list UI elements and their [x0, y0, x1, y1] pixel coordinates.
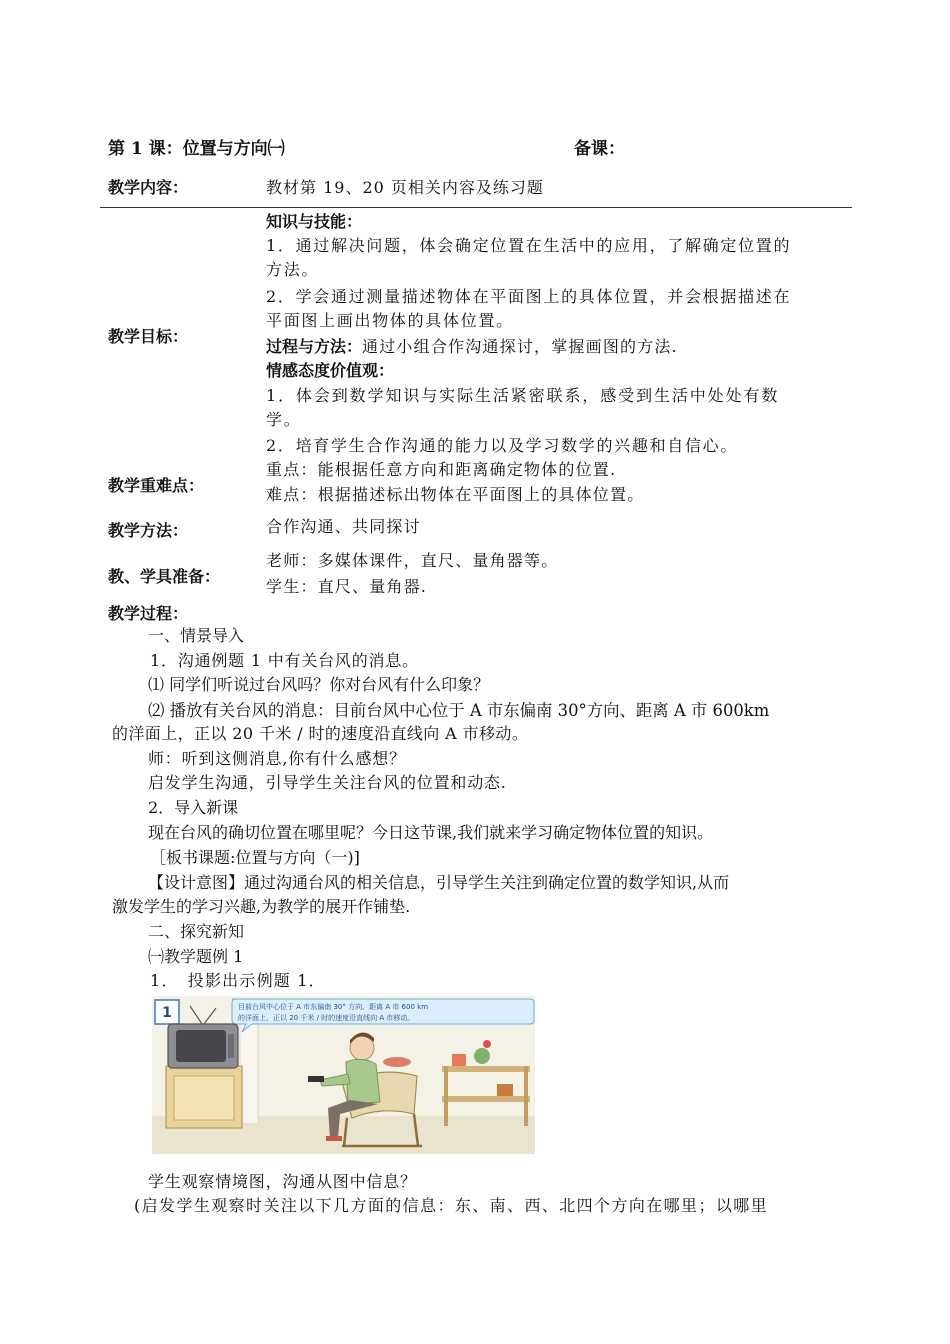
question-2-line1: ⑵ 播放有关台风的消息：目前台风中心位于 A 市东偏南 30°方向、距离 A 市 600km — [148, 701, 770, 720]
content-value: 教材第 19、20 页相关内容及练习题 — [266, 178, 544, 197]
section-2-heading: 二、探究新知 — [148, 922, 245, 941]
k1-line2: 方法。 — [266, 260, 320, 279]
k2-line1: 2．学会通过测量描述物体在平面图上的具体位置，并会根据描述在 — [266, 287, 792, 306]
emotion-heading: 情感态度价值观： — [266, 361, 395, 380]
section-1-heading: 一、情景导入 — [148, 626, 245, 645]
lesson-title: 第 1 课：位置与方向㈠ — [108, 139, 285, 159]
teacher-question: 师：听到这侧消息,你有什么感想？ — [148, 749, 406, 768]
tools-student: 学生：直尺、量角器. — [266, 577, 428, 596]
example-1-heading: ㈠教学题例 1 — [148, 947, 244, 966]
e1-line1: 1．体会到数学知识与实际生活紧密联系，感受到生活中处处有数 — [266, 386, 780, 405]
example-illustration — [152, 996, 535, 1154]
board-title: ［板书课题:位置与方向（一)] — [150, 848, 360, 867]
e1-line2: 学。 — [266, 410, 302, 429]
process-method-line — [266, 335, 678, 359]
keypoints-label: 教学重难点： — [108, 476, 205, 495]
focus-text: 重点：能根据任意方向和距离确定物体的位置. — [266, 460, 617, 479]
section-1-item-1: 1．沟通例题 1 中有关台风的消息。 — [150, 651, 419, 670]
illustration-number: 1 — [162, 1005, 172, 1021]
method-value: 合作沟通、共同探讨 — [266, 517, 421, 536]
process-label: 教学过程： — [108, 604, 189, 623]
projection-text: 1． 投影出示例题 1． — [150, 971, 326, 990]
design-line1: 【设计意图】通过沟通台风的相关信息，引导学生关注到确定位置的数学知识,从而 — [148, 873, 730, 892]
design-line2: 激发学生的学习兴趣,为教学的展开作铺垫. — [112, 897, 411, 916]
prep-label: 备课： — [574, 139, 625, 159]
tools-teacher: 老师：多媒体课件，直尺、量角器等。 — [266, 551, 559, 570]
knowledge-heading: 知识与技能： — [266, 212, 363, 231]
observe-text: 学生观察情境图，沟通从图中信息？ — [148, 1172, 417, 1191]
k1-line1: 1．通过解决问题，体会确定位置在生活中的应用，了解确定位置的 — [266, 236, 792, 255]
method-label: 教学方法： — [108, 521, 189, 540]
guide-text: 启发学生沟通，引导学生关注台风的位置和动态. — [148, 773, 507, 792]
process-text: 通过小组合作沟通探讨，掌握画图的方法. — [362, 337, 678, 356]
intro-text: 现在台风的确切位置在哪里呢？今日这节课,我们就来学习确定物体位置的知识。 — [148, 823, 714, 842]
section-1-item-2: 2．导入新课 — [148, 798, 239, 817]
k2-line2: 平面图上画出物体的具体位置。 — [266, 311, 514, 330]
tools-label: 教、学具准备： — [108, 567, 221, 586]
illustration-caption-line1: 目前台风中心位于 A 市东偏南 30° 方向、距离 A 市 600 km — [238, 1003, 429, 1011]
hint-text: (启发学生观察时关注以下几方面的信息：东、南、西、北四个方向在哪里；以哪里 — [134, 1196, 769, 1215]
process-heading: 过程与方法： — [266, 337, 363, 356]
question-1: ⑴ 同学们听说过台风吗？你对台风有什么印象？ — [148, 675, 490, 694]
content-label: 教学内容： — [108, 178, 189, 197]
question-2-line2: 的洋面上，正以 20 千米 / 时的速度沿直线向 A 市移动。 — [112, 724, 529, 743]
objectives-label: 教学目标： — [108, 327, 189, 346]
e2: 2．培育学生合作沟通的能力以及学习数学的兴趣和自信心。 — [266, 436, 739, 455]
difficulty-text: 难点：根据描述标出物体在平面图上的具体位置。 — [266, 485, 645, 504]
divider — [100, 207, 852, 208]
illustration-caption-line2: 的洋面上，正以 20 千米 / 时的速度沿直线向 A 市移动。 — [238, 1014, 415, 1022]
